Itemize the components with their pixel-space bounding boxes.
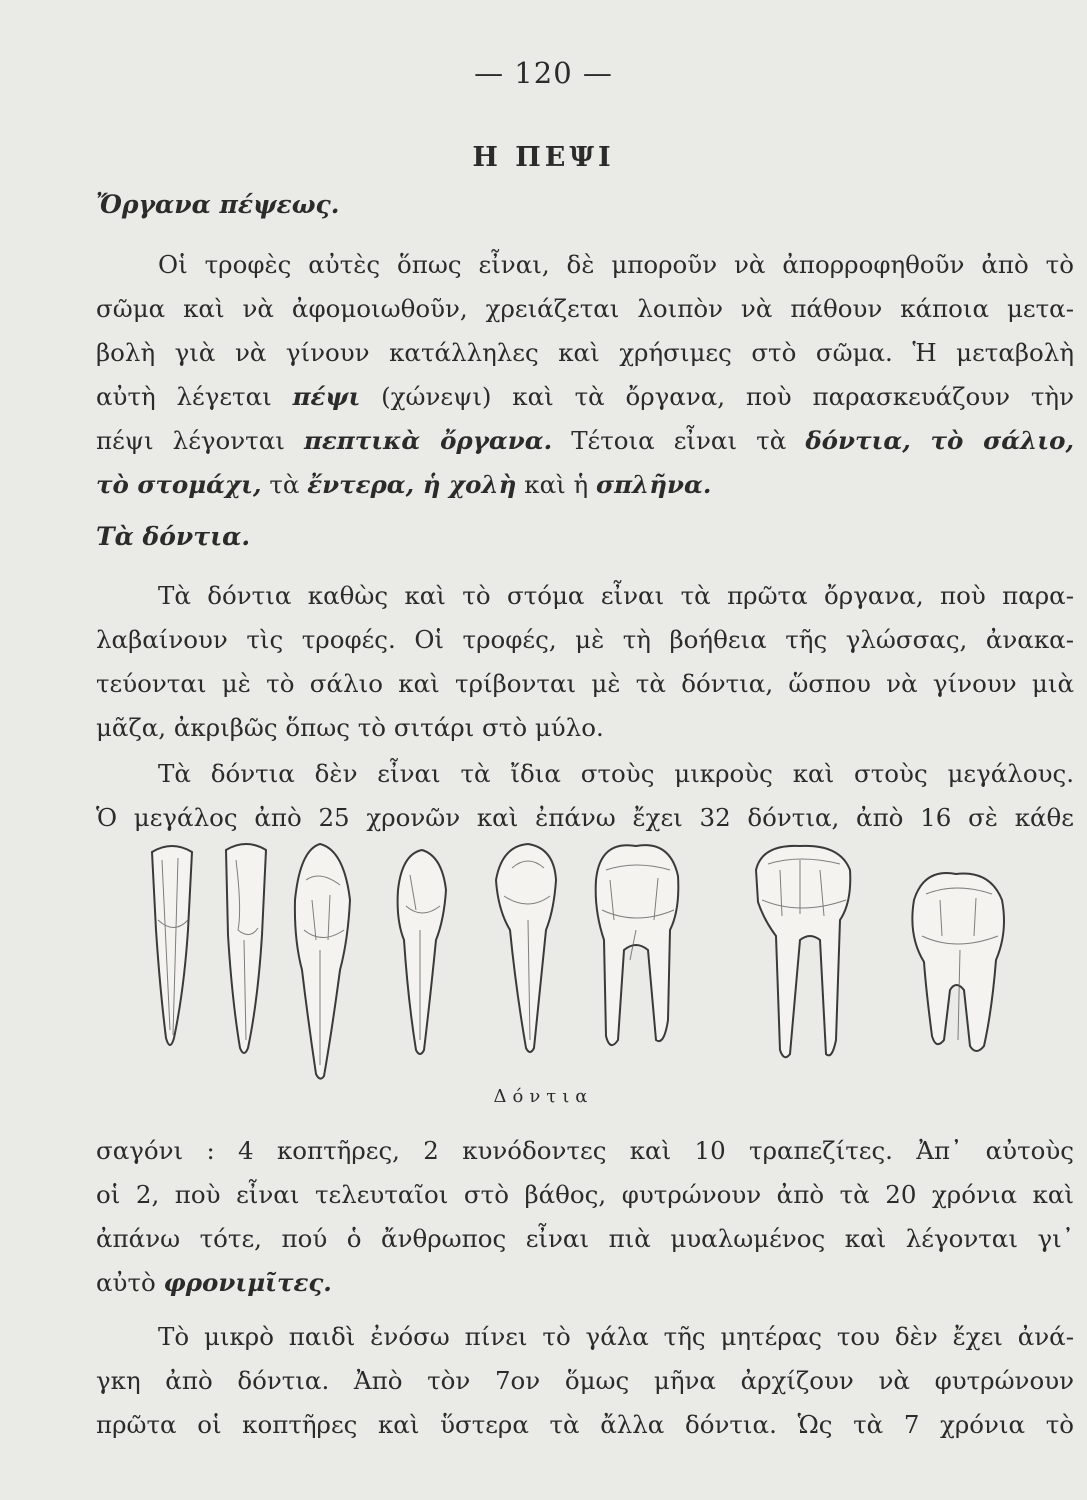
canine-tooth-1 xyxy=(295,844,350,1079)
paragraph-line xyxy=(96,463,1074,507)
text-span: πέψι λέγονται xyxy=(96,426,304,455)
section-heading-organs: Ὄργανα πέψεως. xyxy=(96,190,340,219)
molar-tooth-1 xyxy=(596,845,679,1045)
paragraph-line: ἀπάνω τότε, πού ὁ ἄνθρωπος εἶναι πιὰ μυαλωμένος καὶ λέγονται γι᾽ xyxy=(96,1224,1074,1253)
paragraph-line: λαβαίνουν τὶς τροφές. Οἱ τροφές, μὲ τὴ βοήθεια τῆς γλώσσας, ἀνακα- xyxy=(96,625,1074,654)
text-span: αὐτὴ λέγεται xyxy=(96,382,293,411)
page-number: — 120 — xyxy=(474,56,613,90)
paragraph-line xyxy=(96,375,1074,419)
figure-caption: Δόντια xyxy=(493,1086,594,1107)
text-span: Τὰ δόντια δὲν εἶναι τὰ ἴδια στοὺς μικροὺς καὶ στοὺς μεγάλους. xyxy=(158,759,1074,788)
term-pepsi: πέψι xyxy=(292,382,361,411)
paragraph-line xyxy=(96,419,1074,463)
term-splina: σπλῆνα. xyxy=(596,470,712,499)
paragraph-line: Ὁ μεγάλος ἀπὸ 25 χρονῶν καὶ ἐπάνω ἔχει 32 δόντια, ἀπὸ 16 σὲ κάθε xyxy=(96,803,1074,832)
canine-tooth-2 xyxy=(398,850,446,1054)
paragraph-line: μᾶζα, ἀκριβῶς ὅπως τὸ σιτάρι στὸ μύλο. xyxy=(96,713,604,742)
paragraph-line xyxy=(96,1315,1074,1359)
paragraph-line: σῶμα καὶ νὰ ἀφομοιωθοῦν, χρειάζεται λοιπὸν νὰ πάθουν κάποια μετα- xyxy=(96,294,1074,323)
paragraph-line: γκη ἀπὸ δόντια. Ἀπὸ τὸν 7ον ὅμως μῆνα ἀρχίζουν νὰ φυτρώνουν xyxy=(96,1366,1074,1395)
premolar-tooth xyxy=(496,844,556,1052)
molar-tooth-3 xyxy=(912,873,1004,1051)
paragraph-line: πρῶτα οἱ κοπτῆρες καὶ ὕστερα τὰ ἄλλα δόντια. Ὡς τὰ 7 χρόνια τὸ xyxy=(96,1410,1074,1439)
incisor-tooth-1 xyxy=(152,846,192,1045)
text-span: καὶ ἡ xyxy=(516,470,597,499)
term-fronimites: φρονιμῖτες. xyxy=(163,1268,332,1297)
incisor-tooth-2 xyxy=(226,844,266,1053)
text-span: Τὰ δόντια καθὼς καὶ τὸ στόμα εἶναι τὰ πρῶτα ὄργανα, ποὺ παρα- xyxy=(158,581,1074,610)
text-span: Τέτοια εἶναι τὰ xyxy=(552,426,806,455)
molar-tooth-2 xyxy=(756,846,850,1057)
term-dontia-salio: δόντια, τὸ σάλιο, xyxy=(805,426,1074,455)
text-span: τὰ xyxy=(261,470,308,499)
paragraph-line: σαγόνι : 4 κοπτῆρες, 2 κυνόδοντες καὶ 10 τραπεζίτες. Ἀπ᾽ αὐτοὺς xyxy=(96,1136,1074,1165)
paragraph-line xyxy=(96,752,1074,796)
text-span: Τὸ μικρὸ παιδὶ ἐνόσω πίνει τὸ γάλα τῆς μητέρας του δὲν ἔχει ἀνά- xyxy=(158,1322,1074,1351)
text-span: αὐτὸ xyxy=(96,1268,164,1297)
teeth-illustration xyxy=(140,840,1020,1085)
paragraph-line: τεύονται μὲ τὸ σάλιο καὶ τρίβονται μὲ τὰ δόντια, ὥσπου νὰ γίνουν μιὰ xyxy=(96,669,1074,698)
teeth-drawing xyxy=(140,840,1020,1085)
text-span: Οἱ τροφὲς αὐτὲς ὅπως εἶναι, δὲ μποροῦν νὰ ἀπορροφηθοῦν ἀπὸ τὸ xyxy=(158,250,1074,279)
paragraph-line xyxy=(96,1261,1074,1305)
paragraph-line: οἱ 2, ποὺ εἶναι τελευταῖοι στὸ βάθος, φυτρώνουν ἀπὸ τὰ 20 χρόνια καὶ xyxy=(96,1180,1074,1209)
term-peptika-organa: πεπτικὰ ὄργανα. xyxy=(303,426,553,455)
term-entera-choli: ἔντερα, ἡ χολὴ xyxy=(307,470,517,499)
chapter-title: Η ΠΕΨΙ xyxy=(472,142,615,173)
paragraph-line: βολὴ γιὰ νὰ γίνουν κατάλληλες καὶ χρήσιμες στὸ σῶμα. Ἡ μεταβολὴ xyxy=(96,338,1074,367)
text-span: (χώνεψι) καὶ τὰ ὄργανα, ποὺ παρασκευάζουν τὴν xyxy=(360,382,1074,411)
term-stomachi: τὸ στομάχι, xyxy=(96,470,262,499)
paragraph-line xyxy=(96,243,1074,287)
paragraph-line xyxy=(96,574,1074,618)
section-heading-teeth: Τὰ δόντια. xyxy=(96,522,251,551)
